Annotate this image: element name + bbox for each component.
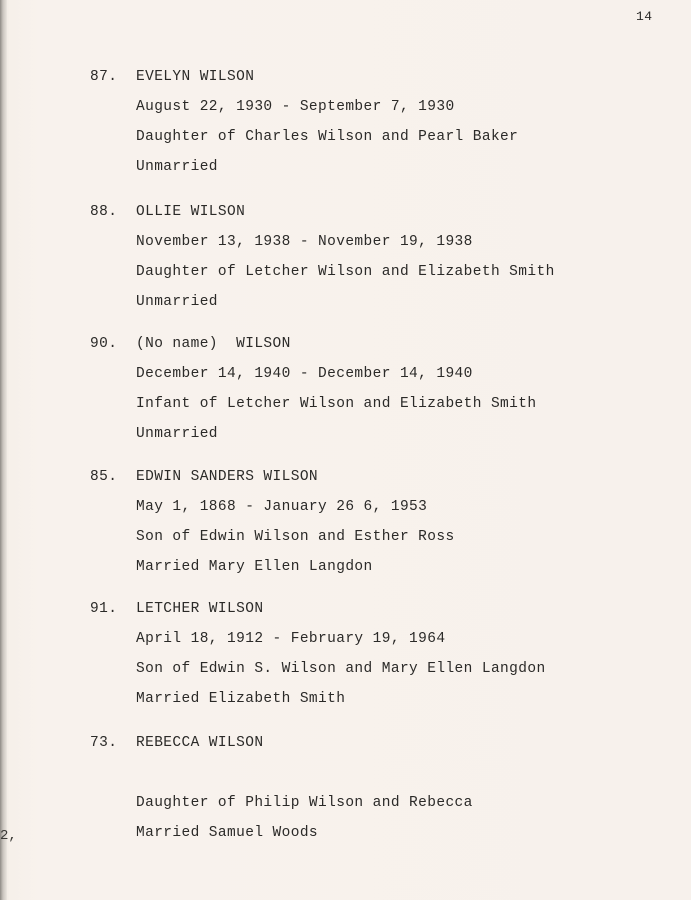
entry-dates: November 13, 1938 - November 19, 1938 (136, 234, 473, 250)
genealogy-entry (90, 728, 650, 848)
genealogy-entry (90, 329, 650, 449)
entry-parents: Daughter of Charles Wilson and Pearl Baker (136, 129, 519, 145)
entry-name: (No name) WILSON (136, 336, 291, 352)
entry-dates: May 1, 1868 - January 26 6, 1953 (136, 499, 428, 515)
entry-number: 85. (90, 469, 118, 485)
entry-number: 88. (90, 204, 118, 220)
entry-parents: Infant of Letcher Wilson and Elizabeth Smith (136, 396, 537, 412)
entry-number: 73. (90, 735, 118, 751)
entry-name: OLLIE WILSON (136, 204, 246, 220)
genealogy-entry (90, 197, 650, 317)
entry-marriage: Unmarried (136, 294, 218, 310)
entry-dates: August 22, 1930 - September 7, 1930 (136, 99, 455, 115)
entry-name: EDWIN SANDERS WILSON (136, 469, 319, 485)
genealogy-entry (90, 594, 650, 714)
entry-header (90, 197, 650, 227)
entry-dates: April 18, 1912 - February 19, 1964 (136, 631, 446, 647)
entry-marriage: Unmarried (136, 159, 218, 175)
entry-header (90, 329, 650, 359)
entry-header (90, 62, 650, 92)
entry-dates: December 14, 1940 - December 14, 1940 (136, 366, 473, 382)
entry-marriage: Married Elizabeth Smith (136, 691, 346, 707)
entry-marriage: Married Samuel Woods (136, 825, 319, 841)
margin-mark: 2, (0, 828, 17, 844)
blank-dates-line (90, 758, 650, 788)
entry-parents: Son of Edwin Wilson and Esther Ross (136, 529, 455, 545)
entry-number: 90. (90, 336, 118, 352)
entry-parents: Daughter of Letcher Wilson and Elizabeth Smith (136, 264, 555, 280)
entry-header (90, 728, 650, 758)
entry-number: 91. (90, 601, 118, 617)
genealogy-entry (90, 462, 650, 582)
entry-name: LETCHER WILSON (136, 601, 264, 617)
entry-name: REBECCA WILSON (136, 735, 264, 751)
page-number: 14 (636, 9, 653, 24)
entry-header (90, 594, 650, 624)
entry-marriage: Married Mary Ellen Langdon (136, 559, 373, 575)
entry-parents: Daughter of Philip Wilson and Rebecca (136, 795, 473, 811)
entry-header (90, 462, 650, 492)
entry-marriage: Unmarried (136, 426, 218, 442)
binding-edge (0, 0, 7, 900)
entry-number: 87. (90, 69, 118, 85)
entry-parents: Son of Edwin S. Wilson and Mary Ellen Langdon (136, 661, 546, 677)
entry-name: EVELYN WILSON (136, 69, 255, 85)
genealogy-entry (90, 62, 650, 182)
